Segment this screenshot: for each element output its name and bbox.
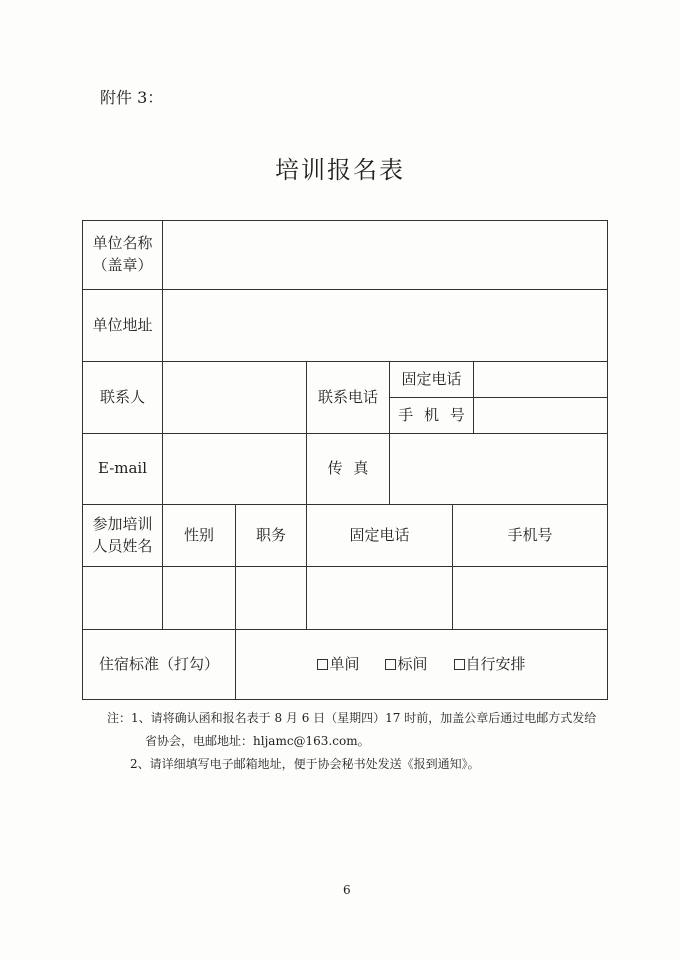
participant-mobile-label: 手机号	[507, 525, 553, 544]
gender-label: 性别	[183, 525, 214, 544]
unit-address-value-cell	[163, 290, 608, 362]
unit-seal-label: （盖章）	[92, 256, 153, 274]
unit-address-label: 单位地址	[92, 315, 153, 334]
option-self-arranged	[454, 654, 526, 676]
mobile-label: 手 机 号	[398, 405, 465, 424]
accommodation-label: 住宿标准（打勾）	[98, 654, 219, 673]
option-single-room	[317, 654, 359, 676]
participant-name-label-cell	[83, 505, 163, 567]
fax-label: 传 真	[327, 459, 369, 478]
contact-person-label: 联系人	[99, 387, 145, 406]
option-label: 单间	[329, 654, 360, 673]
accommodation-options-cell	[236, 630, 608, 700]
checkbox-icon	[454, 659, 465, 670]
landline-label-cell	[390, 362, 474, 398]
accommodation-label-cell	[83, 630, 236, 700]
participant-mobile-value-cell	[453, 567, 608, 630]
contact-phone-label-cell	[307, 362, 390, 434]
participant-position-value-cell	[236, 567, 307, 630]
mobile-label-cell	[390, 398, 474, 434]
email-label: E-mail	[97, 459, 148, 478]
registration-form-table	[82, 220, 608, 700]
position-label: 职务	[255, 525, 286, 544]
unit-address-label-cell	[83, 290, 163, 362]
note-1-line-1: 注：1、请将确认函和报名表于 8 月 6 日（星期四）17 时前，加盖公章后通过电邮方式发给	[107, 711, 597, 725]
participant-name-value-cell	[83, 567, 163, 630]
option-label: 自行安排	[465, 654, 526, 673]
participant-landline-value-cell	[307, 567, 453, 630]
option-label: 标间	[397, 654, 428, 673]
gender-label-cell	[163, 505, 236, 567]
participant-landline-label: 固定电话	[349, 525, 410, 544]
unit-name-label: 单位名称	[92, 234, 153, 253]
contact-phone-label: 联系电话	[317, 387, 378, 406]
participant-gender-value-cell	[163, 567, 236, 630]
mobile-value-cell	[474, 398, 608, 434]
contact-person-label-cell	[83, 362, 163, 434]
participant-landline-label-cell	[307, 505, 453, 567]
participant-mobile-label-cell	[453, 505, 608, 567]
unit-name-label-cell	[83, 221, 163, 290]
landline-label: 固定电话	[401, 369, 462, 388]
option-standard-room	[385, 654, 427, 676]
page-number: 6	[343, 883, 351, 897]
form-title: 培训报名表	[275, 156, 405, 184]
participant-name-label-line2: 人员姓名	[92, 536, 153, 555]
email-label-cell	[83, 434, 163, 505]
checkbox-icon	[385, 659, 396, 670]
note-2: 2、请详细填写电子邮箱地址，便于协会秘书处发送《报到通知》。	[130, 757, 480, 771]
checkbox-icon	[317, 659, 328, 670]
email-value-cell	[163, 434, 307, 505]
landline-value-cell	[474, 362, 608, 398]
unit-name-value-cell	[163, 221, 608, 290]
note-1-line-2: 省协会，电邮地址：hljamc@163.com。	[145, 734, 370, 748]
position-label-cell	[236, 505, 307, 567]
fax-label-cell	[307, 434, 390, 505]
contact-person-value-cell	[163, 362, 307, 434]
attachment-label: 附件 3：	[100, 88, 164, 107]
fax-value-cell	[390, 434, 608, 505]
participant-name-label-line1: 参加培训	[92, 514, 153, 533]
